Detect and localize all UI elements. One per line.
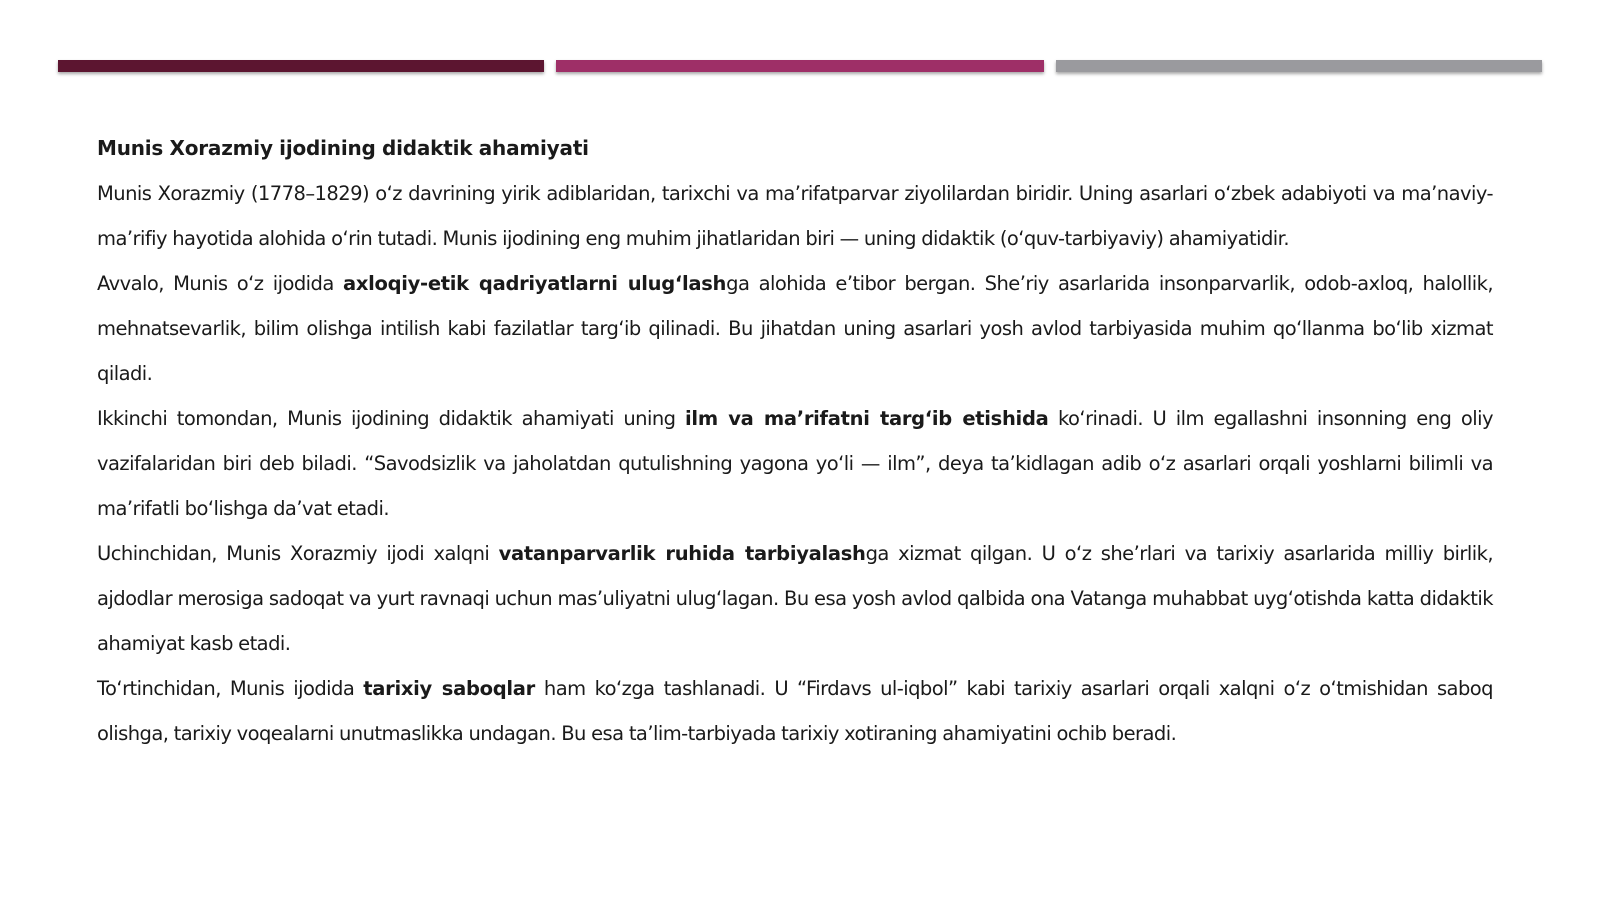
emphasis-text: axloqiy-etik qadriyatlarni ulug‘lash [342, 272, 727, 295]
paragraph-knowledge [97, 396, 1493, 531]
paragraph-text: Ikkinchi tomondan, Munis ijodining didaktik ahamiyati uning [97, 407, 686, 430]
paragraph-moral-values [97, 261, 1493, 396]
intro-paragraph: Munis Xorazmiy (1778–1829) o‘z davrining yirik adiblaridan, tarixchi va ma’rifatparvar ziyolilardan biridir. Uning asarlari o‘zbek adabiyoti va ma’naviy-ma’rifiy hayotida alohida o‘rin tutadi. Munis ijodining eng muhim jihatlaridan biri — uning didaktik (o‘quv-tarbiyaviy) ahamiyatidir. [97, 182, 1493, 250]
top-bar-gray [1056, 60, 1542, 72]
paragraph-text: ko‘rinadi. U ilm egallashni insonning eng oliy vazifalaridan biri deb biladi. “Savodsizlik va jaholatdan qutulishning yagona yo‘li — ilm”, deya ta’kidlagan adib o‘z asarlari orqali yoshlarni bilimli va ma’rifatli bo‘lishga da’vat etadi. [97, 407, 1493, 520]
decorative-top-bars [58, 60, 1542, 72]
emphasis-text: vatanparvarlik ruhida tarbiyalash [498, 542, 866, 565]
paragraph-text: ham ko‘zga tashlanadi. U “Firdavs ul-iqbol” kabi tarixiy asarlari orqali xalqni o‘z o‘tmishidan saboq olishga, tarixiy voqealarni unutmaslikka undagan. Bu esa ta’lim-tarbiyada tarixiy xotiraning ahamiyatini ochib beradi. [97, 677, 1493, 745]
paragraph-history [97, 666, 1493, 756]
slide-heading: Munis Xorazmiy ijodining didaktik ahamiyati [97, 136, 589, 160]
emphasis-text: tarixiy saboqlar [363, 677, 535, 700]
slide-content [97, 126, 1493, 756]
paragraph-text: ga xizmat qilgan. U o‘z she’rlari va tarixiy asarlarida milliy birlik, ajdodlar merosiga sadoqat va yurt ravnaqi uchun mas’uliyatni ulug‘lagan. Bu esa yosh avlod qalbida ona Vatanga muhabbat uyg‘otishda katta didaktik ahamiyat kasb etadi. [97, 542, 1493, 655]
paragraph-patriotism [97, 531, 1493, 666]
emphasis-text: ilm va ma’rifatni targ‘ib etishida [685, 407, 1049, 430]
paragraph-text: ga alohida e’tibor bergan. She’riy asarlarida insonparvarlik, odob-axloq, halollik, mehnatsevarlik, bilim olishga intilish kabi fazilatlar targ‘ib qilinadi. Bu jihatdan uning asarlari yosh avlod tarbiyasida muhim qo‘llanma bo‘lib xizmat qiladi. [97, 272, 1493, 385]
top-bar-magenta [556, 60, 1044, 72]
paragraph-text: Uchinchidan, Munis Xorazmiy ijodi xalqni [97, 542, 499, 565]
top-bar-dark-red [58, 60, 544, 72]
paragraph-text: Avvalo, Munis o‘z ijodida [97, 272, 343, 295]
paragraph-text: To‘rtinchidan, Munis ijodida [97, 677, 364, 700]
